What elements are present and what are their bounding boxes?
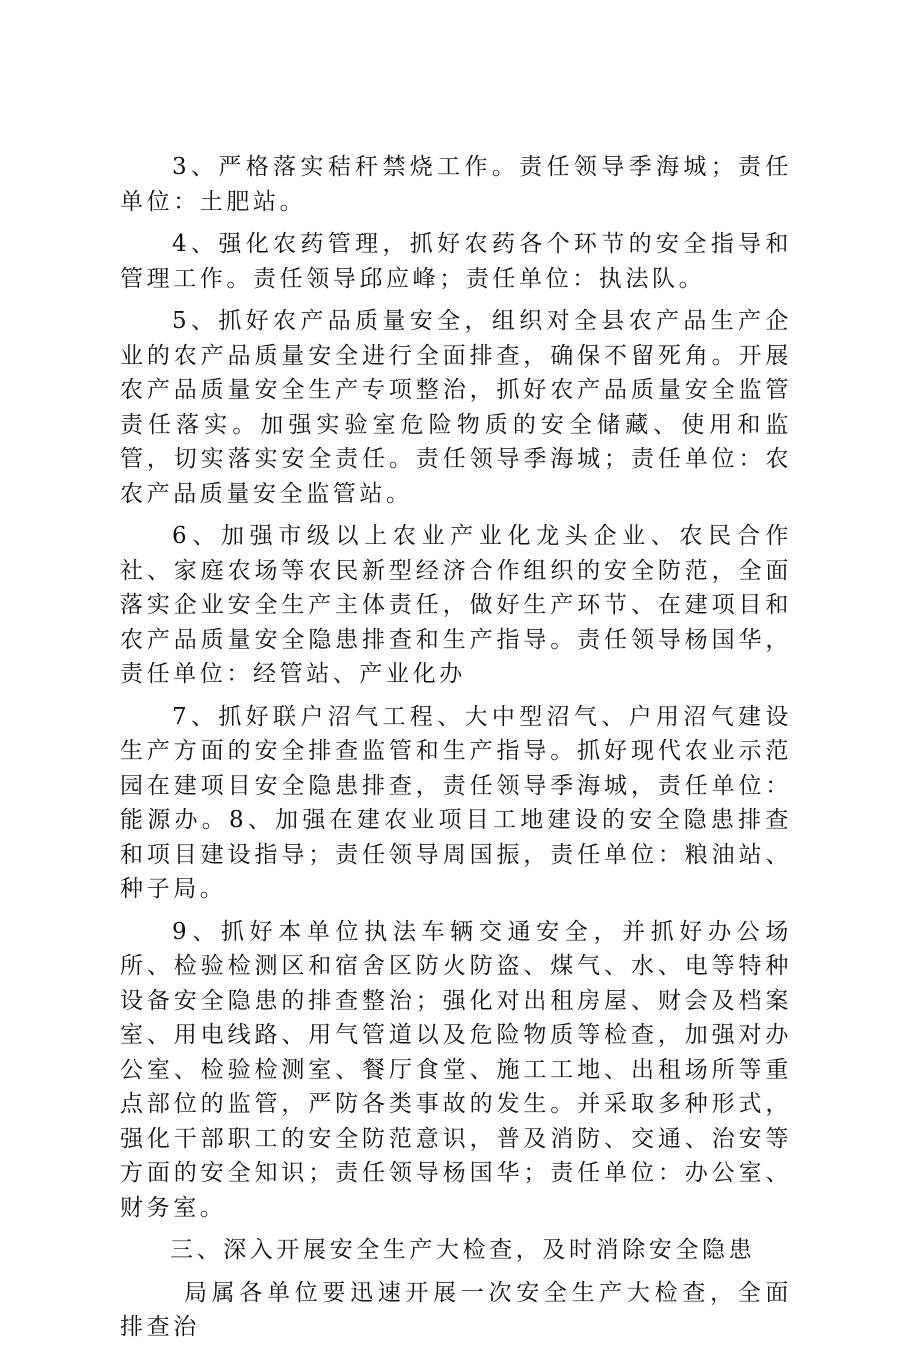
paragraph-section-body: 局属各单位要迅速开展一次安全生产大检查，全面排查治	[120, 1279, 792, 1340]
paragraph-item-5: 5、抓好农产品质量安全，组织对全县农产品生产企业的农产品质量安全进行全面排查，确保不留死角。开展农产品质量安全生产专项整治，抓好农产品质量安全监管责任落实。加强实验室危险物质的安全储藏、使用和监管，切实落实安全责任。责任领导季海城；责任单位：农农产品质量安全监管站。	[120, 308, 792, 507]
section-heading: 三、深入开展安全生产大检查，及时消除安全隐患	[170, 1237, 756, 1263]
paragraph-item-9: 9、抓好本单位执法车辆交通安全，并抓好办公场所、检验检测区和宿舍区防火防盗、煤气、水、电等特种设备安全隐患的排查整治；强化对出租房屋、财会及档案室、用电线路、用气管道以及危险物质等检查，加强对办公室、检验检测室、餐厅食堂、施工工地、出租场所等重点部位的监管，严防各类事故的发生。并采取多种形式，强化干部职工的安全防范意识，普及消防、交通、治安等方面的安全知识；责任领导杨国华；责任单位：办公室、财务室。	[120, 918, 792, 1221]
paragraph-item-6: 6、加强市级以上农业产业化龙头企业、农民合作社、家庭农场等农民新型经济合作组织的安全防范，全面落实企业安全生产主体责任，做好生产环节、在建项目和农产品质量安全隐患排查和生产指导。责任领导杨国华，责任单位：经管站、产业化办	[120, 523, 792, 687]
document-page	[120, 150, 792, 1353]
paragraph-item-4: 4、强化农药管理，抓好农药各个环节的安全指导和管理工作。责任领导邱应峰；责任单位：执法队。	[120, 231, 792, 292]
paragraph-item-3: 3、严格落实秸秆禁烧工作。责任领导季海城；责任单位：土肥站。	[120, 154, 792, 215]
paragraph-item-7-8: 7、抓好联户沼气工程、大中型沼气、户用沼气建设生产方面的安全排查监管和生产指导。抓好现代农业示范园在建项目安全隐患排查，责任领导季海城，责任单位：能源办。8、加强在建农业项目工地建设的安全隐患排查和项目建设指导；责任领导周国振，责任单位：粮油站、种子局。	[120, 703, 792, 902]
